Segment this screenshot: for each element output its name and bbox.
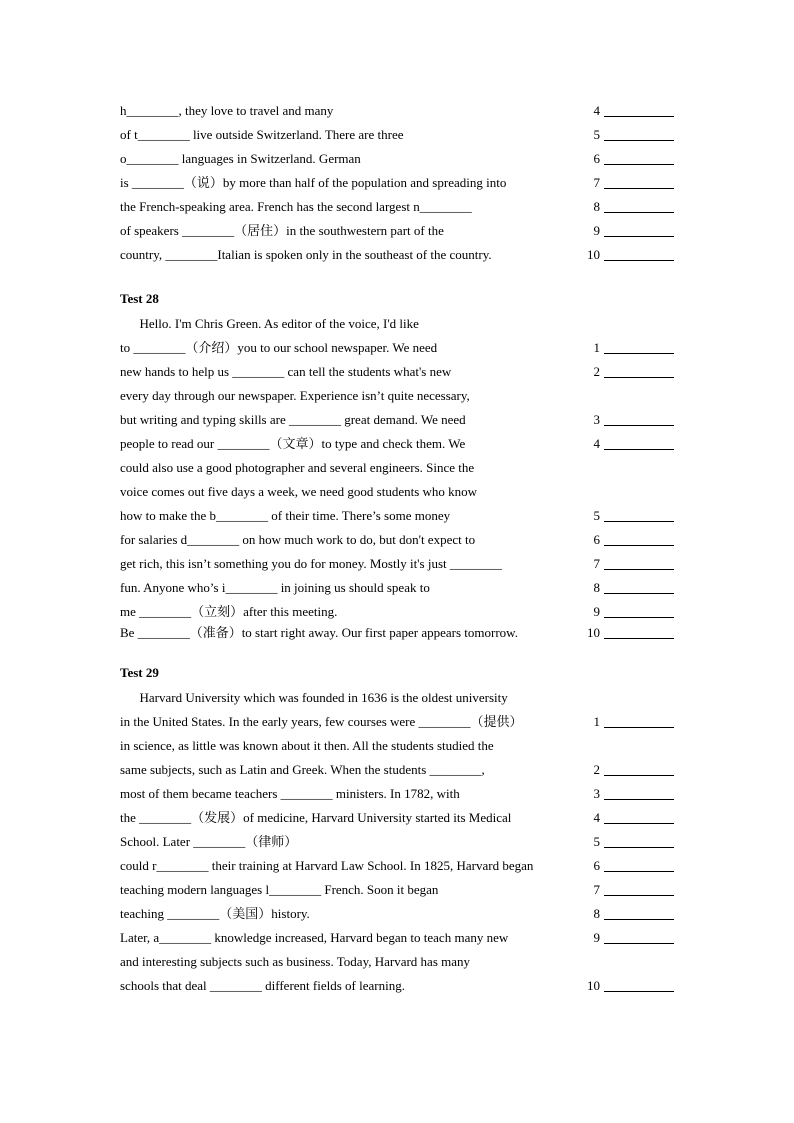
text-line: and interesting subjects such as business. Today, Harvard has many (120, 954, 471, 969)
answer-number: 6 (593, 151, 600, 166)
answer-number: 10 (587, 247, 600, 262)
answer-blank[interactable] (604, 593, 674, 594)
text-line: Hello. I'm Chris Green. As editor of the voice, I'd like (120, 316, 419, 331)
answer-blank[interactable] (604, 638, 674, 639)
answer-blank[interactable] (604, 943, 674, 944)
answer-number: 3 (593, 786, 600, 801)
text-line: Be ________（准备）to start right away. Our first paper appears tomorrow. (120, 625, 518, 640)
text-line: the French-speaking area. French has the second largest n________ (120, 199, 472, 214)
answer-blank[interactable] (604, 895, 674, 896)
text-line: country, ________Italian is spoken only in the southeast of the country. (120, 247, 492, 262)
answer-blank[interactable] (604, 236, 674, 237)
text-line: the ________（发展）of medicine, Harvard University started its Medical (120, 810, 512, 825)
answer-blank[interactable] (604, 775, 674, 776)
answer-number: 4 (593, 103, 600, 118)
text-line: new hands to help us ________ can tell the students what's new (120, 364, 452, 379)
answer-blank[interactable] (604, 617, 674, 618)
answer-number: 2 (593, 762, 600, 777)
text-line: teaching ________（美国）history. (120, 906, 310, 921)
answer-number: 6 (593, 532, 600, 547)
text-line: most of them became teachers ________ ministers. In 1782, with (120, 786, 460, 801)
answer-blank[interactable] (604, 871, 674, 872)
answer-blank[interactable] (604, 823, 674, 824)
text-line: voice comes out five days a week, we need good students who know (120, 484, 478, 499)
text-line: teaching modern languages l________ French. Soon it began (120, 882, 439, 897)
answer-number: 7 (593, 556, 600, 571)
answer-blank[interactable] (604, 116, 674, 117)
test-28-heading: Test 28 (120, 291, 159, 306)
answer-number: 8 (593, 906, 600, 921)
answer-blank[interactable] (604, 991, 674, 992)
text-line: Later, a________ knowledge increased, Harvard began to teach many new (120, 930, 509, 945)
answer-blank[interactable] (604, 377, 674, 378)
answer-blank[interactable] (604, 727, 674, 728)
answer-number: 8 (593, 580, 600, 595)
answer-number: 7 (593, 882, 600, 897)
answer-number: 5 (593, 834, 600, 849)
text-line: could also use a good photographer and several engineers. Since the (120, 460, 475, 475)
answer-blank[interactable] (604, 799, 674, 800)
answer-blank[interactable] (604, 425, 674, 426)
answer-blank[interactable] (604, 521, 674, 522)
answer-number: 8 (593, 199, 600, 214)
text-line: o________ languages in Switzerland. German (120, 151, 361, 166)
answer-blank[interactable] (604, 353, 674, 354)
text-line: fun. Anyone who’s i________ in joining us should speak to (120, 580, 430, 595)
answer-number: 9 (593, 223, 600, 238)
text-line: for salaries d________ on how much work to do, but don't expect to (120, 532, 476, 547)
answer-blank[interactable] (604, 569, 674, 570)
text-line: same subjects, such as Latin and Greek. When the students ________, (120, 762, 485, 777)
answer-number: 4 (593, 436, 600, 451)
answer-blank[interactable] (604, 545, 674, 546)
text-line: in the United States. In the early years, few courses were ________（提供） (120, 714, 523, 729)
answer-number: 10 (587, 625, 600, 640)
answer-number: 10 (587, 978, 600, 993)
answer-number: 6 (593, 858, 600, 873)
text-line: of speakers ________（居住）in the southwestern part of the (120, 223, 444, 238)
answer-number: 1 (593, 714, 600, 729)
text-line: me ________（立刻）after this meeting. (120, 604, 338, 619)
answer-number: 5 (593, 508, 600, 523)
text-line: but writing and typing skills are ________ great demand. We need (120, 412, 466, 427)
text-line: schools that deal ________ different fields of learning. (120, 978, 405, 993)
test-29-heading: Test 29 (120, 665, 159, 680)
text-line: of t________ live outside Switzerland. There are three (120, 127, 404, 142)
text-line: people to read our ________（文章）to type and check them. We (120, 436, 466, 451)
answer-number: 5 (593, 127, 600, 142)
text-line: Harvard University which was founded in 1636 is the oldest university (120, 690, 508, 705)
text-line: could r________ their training at Harvard Law School. In 1825, Harvard began (120, 858, 534, 873)
answer-number: 7 (593, 175, 600, 190)
answer-number: 2 (593, 364, 600, 379)
text-line: to ________（介绍）you to our school newspaper. We need (120, 340, 438, 355)
answer-blank[interactable] (604, 164, 674, 165)
answer-number: 1 (593, 340, 600, 355)
answer-number: 9 (593, 604, 600, 619)
text-line: h________, they love to travel and many (120, 103, 334, 118)
answer-blank[interactable] (604, 140, 674, 141)
answer-blank[interactable] (604, 449, 674, 450)
text-line: is ________（说）by more than half of the population and spreading into (120, 175, 507, 190)
answer-blank[interactable] (604, 260, 674, 261)
text-line: get rich, this isn’t something you do for money. Mostly it's just ________ (120, 556, 502, 571)
answer-blank[interactable] (604, 212, 674, 213)
answer-blank[interactable] (604, 919, 674, 920)
text-line: School. Later ________（律师） (120, 834, 298, 849)
text-line: in science, as little was known about it then. All the students studied the (120, 738, 494, 753)
text-line: how to make the b________ of their time. There’s some money (120, 508, 451, 523)
answer-blank[interactable] (604, 188, 674, 189)
answer-number: 9 (593, 930, 600, 945)
answer-number: 4 (593, 810, 600, 825)
text-line: every day through our newspaper. Experience isn’t quite necessary, (120, 388, 470, 403)
answer-blank[interactable] (604, 847, 674, 848)
answer-number: 3 (593, 412, 600, 427)
